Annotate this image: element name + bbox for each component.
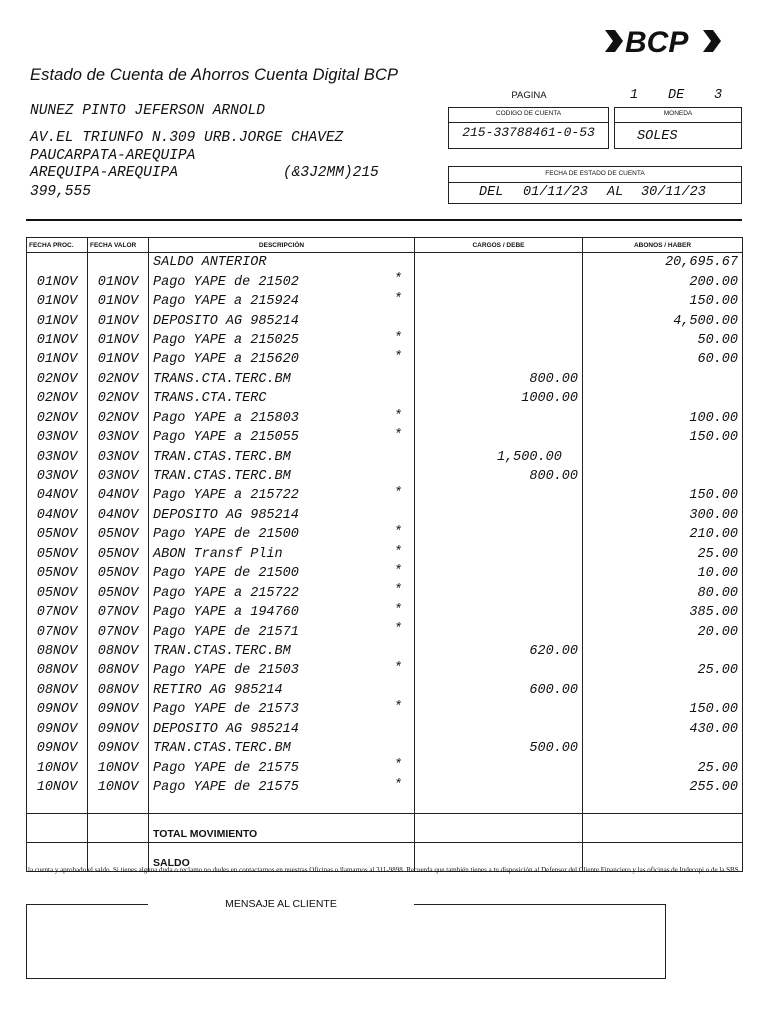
description-text: RETIRO AG 985214 [153, 682, 283, 698]
description-cell [149, 292, 415, 311]
description-cell [149, 486, 415, 505]
cargo-cell: 600.00 [415, 681, 583, 700]
currency-value: SOLES [637, 129, 678, 144]
description-text: Pago YAPE a 215803 [153, 410, 299, 426]
fecha-valor-cell: 04NOV [88, 506, 149, 525]
table-row [27, 272, 743, 291]
abono-cell: 150.00 [583, 700, 743, 719]
cargo-cell [415, 622, 583, 641]
description-text: Pago YAPE de 21500 [153, 527, 299, 543]
fecha-valor-cell: 01NOV [88, 350, 149, 369]
account-code-label: CODIGO DE CUENTA [495, 110, 562, 117]
fecha-valor-cell [88, 253, 149, 273]
table-row [27, 486, 743, 505]
description-text: SALDO ANTERIOR [153, 255, 267, 271]
cargo-cell [415, 331, 583, 350]
table-row [27, 350, 743, 369]
yape-marker: * [393, 777, 402, 793]
description-text: Pago YAPE a 215924 [153, 294, 299, 310]
customer-name: NUNEZ PINTO JEFERSON ARNOLD [30, 103, 265, 119]
fecha-valor-cell: 05NOV [88, 583, 149, 602]
fecha-valor-cell: 01NOV [88, 311, 149, 330]
abono-cell: 150.00 [583, 292, 743, 311]
description-text: TRAN.CTAS.TERC.BM [153, 469, 291, 485]
description-text: Pago YAPE a 215025 [153, 332, 299, 348]
fecha-valor-cell: 03NOV [88, 467, 149, 486]
description-cell [149, 272, 415, 291]
cargo-cell [415, 700, 583, 719]
table-row [27, 700, 743, 719]
message-box [26, 904, 666, 979]
table-row [27, 253, 743, 273]
abono-cell: 4,500.00 [583, 311, 743, 330]
description-cell [149, 583, 415, 602]
description-text: TRAN.CTAS.TERC.BM [153, 741, 291, 757]
description-cell [149, 720, 415, 739]
description-cell [149, 447, 415, 466]
table-row [27, 545, 743, 564]
description-text: Pago YAPE de 21575 [153, 760, 299, 776]
table-row [27, 622, 743, 641]
table-row [27, 447, 743, 466]
description-text: Pago YAPE de 21503 [153, 663, 299, 679]
description-cell [149, 525, 415, 544]
fecha-proc-cell: 09NOV [27, 700, 88, 719]
fecha-valor-cell: 02NOV [88, 389, 149, 408]
abono-cell [583, 389, 743, 408]
abono-cell: 60.00 [583, 350, 743, 369]
abono-cell: 150.00 [583, 428, 743, 447]
abono-cell [583, 681, 743, 700]
currency-box [614, 107, 742, 149]
fecha-proc-cell: 10NOV [27, 758, 88, 777]
fecha-valor-cell: 10NOV [88, 778, 149, 797]
cargo-cell [415, 545, 583, 564]
cargo-cell: 800.00 [415, 370, 583, 389]
col-cargos: CARGOS / DEBE [415, 238, 583, 253]
fecha-valor-cell: 05NOV [88, 564, 149, 583]
abono-cell: 300.00 [583, 506, 743, 525]
abono-cell: 255.00 [583, 778, 743, 797]
fecha-valor-cell: 08NOV [88, 661, 149, 680]
currency-label: MONEDA [663, 110, 693, 117]
table-row [27, 370, 743, 389]
description-cell [149, 642, 415, 661]
table-row [27, 642, 743, 661]
description-text: ABON Transf Plin [153, 546, 283, 562]
total-row [27, 814, 743, 843]
yape-marker: * [393, 427, 402, 443]
cargo-cell [415, 564, 583, 583]
cargo-cell [415, 253, 583, 273]
yape-marker: * [393, 350, 402, 366]
abono-cell: 25.00 [583, 545, 743, 564]
col-fecha-valor: FECHA VALOR [88, 238, 149, 253]
fecha-valor-cell: 02NOV [88, 370, 149, 389]
description-cell [149, 409, 415, 428]
cargo-cell: 500.00 [415, 739, 583, 758]
description-cell [149, 622, 415, 641]
saldo-label: SALDO [149, 843, 415, 872]
description-text: TRANS.CTA.TERC.BM [153, 371, 291, 387]
description-cell [149, 253, 415, 273]
fecha-proc-cell: 01NOV [27, 272, 88, 291]
fecha-proc-cell: 01NOV [27, 331, 88, 350]
page-label: PAGINA [511, 90, 547, 101]
account-code-box [448, 107, 609, 149]
fecha-proc-cell: 04NOV [27, 506, 88, 525]
header-separator [26, 219, 742, 221]
fecha-proc-cell: 07NOV [27, 603, 88, 622]
description-cell [149, 603, 415, 622]
table-row [27, 525, 743, 544]
fecha-valor-cell: 04NOV [88, 486, 149, 505]
fecha-proc-cell: 05NOV [27, 583, 88, 602]
table-row [27, 467, 743, 486]
abono-cell [583, 467, 743, 486]
table-row [27, 428, 743, 447]
yape-marker: * [393, 272, 402, 288]
table-row [27, 389, 743, 408]
abono-cell: 80.00 [583, 583, 743, 602]
fecha-valor-cell: 10NOV [88, 758, 149, 777]
fecha-proc-cell: 08NOV [27, 642, 88, 661]
fecha-proc-cell: 05NOV [27, 564, 88, 583]
description-cell [149, 778, 415, 797]
fecha-proc-cell: 01NOV [27, 311, 88, 330]
page-current: 1 [630, 88, 639, 103]
fecha-proc-cell: 04NOV [27, 486, 88, 505]
fecha-proc-cell: 01NOV [27, 292, 88, 311]
description-text: Pago YAPE a 215722 [153, 488, 299, 504]
description-text: DEPOSITO AG 985214 [153, 313, 299, 329]
fecha-proc-cell: 03NOV [27, 428, 88, 447]
yape-marker: * [393, 661, 402, 677]
customer-address-line1: AV.EL TRIUNFO N.309 URB.JORGE CHAVEZ [30, 130, 344, 146]
abono-cell [583, 447, 743, 466]
fecha-proc-cell: 09NOV [27, 739, 88, 758]
fecha-valor-cell: 02NOV [88, 409, 149, 428]
fecha-proc-cell: 10NOV [27, 778, 88, 797]
table-row [27, 681, 743, 700]
table-row [27, 661, 743, 680]
fecha-proc-cell: 02NOV [27, 409, 88, 428]
cargo-cell [415, 525, 583, 544]
description-cell [149, 370, 415, 389]
table-row [27, 778, 743, 797]
table-row [27, 758, 743, 777]
yape-marker: * [393, 525, 402, 541]
fecha-proc-cell: 07NOV [27, 622, 88, 641]
fecha-valor-cell: 07NOV [88, 622, 149, 641]
cargo-cell [415, 758, 583, 777]
fecha-valor-cell: 08NOV [88, 642, 149, 661]
page-total: 3 [714, 88, 723, 103]
description-text: DEPOSITO AG 985214 [153, 507, 299, 523]
col-abonos: ABONOS / HABER [583, 238, 743, 253]
svg-text:BCP: BCP [625, 26, 689, 59]
cargo-cell [415, 603, 583, 622]
cargo-cell [415, 409, 583, 428]
yape-marker: * [393, 622, 402, 638]
abono-cell: 20,695.67 [583, 253, 743, 273]
cargo-cell: 1000.00 [415, 389, 583, 408]
description-cell [149, 467, 415, 486]
fecha-proc-cell: 02NOV [27, 389, 88, 408]
table-row [27, 739, 743, 758]
yape-marker: * [393, 486, 402, 502]
table-row [27, 292, 743, 311]
fecha-valor-cell: 01NOV [88, 292, 149, 311]
table-pad-row [27, 797, 743, 814]
abono-cell: 385.00 [583, 603, 743, 622]
fecha-proc-cell: 03NOV [27, 447, 88, 466]
movements-body [27, 253, 743, 798]
customer-address-code: (&3J2MM)215 [283, 165, 379, 181]
abono-cell: 200.00 [583, 272, 743, 291]
description-cell [149, 331, 415, 350]
description-text: Pago YAPE a 215055 [153, 430, 299, 446]
cargo-cell [415, 272, 583, 291]
cargo-cell [415, 311, 583, 330]
description-cell [149, 739, 415, 758]
yape-marker: * [393, 700, 402, 716]
description-cell [149, 545, 415, 564]
abono-cell: 50.00 [583, 331, 743, 350]
statement-date-box [448, 166, 742, 204]
description-text: TRAN.CTAS.TERC.BM [153, 449, 291, 465]
abono-cell: 100.00 [583, 409, 743, 428]
description-cell [149, 389, 415, 408]
yape-marker: * [393, 408, 402, 424]
abono-cell [583, 739, 743, 758]
fecha-proc-cell [27, 253, 88, 273]
table-row [27, 603, 743, 622]
description-text: Pago YAPE de 21571 [153, 624, 299, 640]
yape-marker: * [393, 564, 402, 579]
yape-marker: * [393, 583, 402, 599]
table-row [27, 331, 743, 350]
customer-address-line3: AREQUIPA-AREQUIPA [30, 165, 178, 181]
page-of-label: DE [668, 88, 685, 103]
statement-date-label: FECHA DE ESTADO DE CUENTA [545, 170, 645, 177]
fecha-proc-cell: 05NOV [27, 545, 88, 564]
yape-marker: * [393, 330, 402, 346]
statement-title: Estado de Cuenta de Ahorros Cuenta Digital BCP [30, 66, 399, 84]
yape-marker: * [393, 544, 402, 560]
fecha-valor-cell: 07NOV [88, 603, 149, 622]
table-row [27, 720, 743, 739]
cargo-cell: 620.00 [415, 642, 583, 661]
abono-cell: 20.00 [583, 622, 743, 641]
cargo-cell [415, 292, 583, 311]
cargo-cell: 1,500.00 [415, 447, 583, 466]
fecha-valor-cell: 03NOV [88, 428, 149, 447]
description-cell [149, 350, 415, 369]
cargo-cell [415, 506, 583, 525]
yape-marker: * [393, 602, 402, 618]
fecha-proc-cell: 09NOV [27, 720, 88, 739]
abono-cell [583, 370, 743, 389]
message-label: MENSAJE AL CLIENTE [148, 898, 414, 910]
yape-marker: * [393, 758, 402, 774]
description-cell [149, 506, 415, 525]
abono-cell: 25.00 [583, 661, 743, 680]
fecha-proc-cell: 01NOV [27, 350, 88, 369]
fecha-valor-cell: 09NOV [88, 700, 149, 719]
col-fecha-proc: FECHA PROC. [27, 238, 88, 253]
yape-marker: * [393, 291, 402, 307]
fecha-proc-cell: 03NOV [27, 467, 88, 486]
abono-cell [583, 642, 743, 661]
date-to: 30/11/23 [641, 185, 706, 200]
fecha-valor-cell: 09NOV [88, 720, 149, 739]
abono-cell: 430.00 [583, 720, 743, 739]
bcp-logo [603, 22, 723, 60]
description-text: Pago YAPE de 21575 [153, 780, 299, 796]
description-cell [149, 311, 415, 330]
fecha-valor-cell: 01NOV [88, 272, 149, 291]
description-text: Pago YAPE de 21500 [153, 566, 299, 582]
fecha-valor-cell: 01NOV [88, 331, 149, 350]
cargo-cell [415, 583, 583, 602]
customer-address-line4: 399,555 [30, 184, 91, 200]
table-row [27, 506, 743, 525]
cargo-cell [415, 350, 583, 369]
table-row [27, 409, 743, 428]
description-cell [149, 564, 415, 583]
description-cell [149, 758, 415, 777]
account-code: 215-33788461-0-53 [462, 125, 595, 140]
description-cell [149, 700, 415, 719]
fecha-proc-cell: 02NOV [27, 370, 88, 389]
cargo-cell [415, 661, 583, 680]
fecha-valor-cell: 03NOV [88, 447, 149, 466]
fecha-valor-cell: 08NOV [88, 681, 149, 700]
table-row [27, 583, 743, 602]
customer-address-line2: PAUCARPATA-AREQUIPA [30, 148, 196, 164]
fecha-proc-cell: 08NOV [27, 661, 88, 680]
movements-table [26, 237, 743, 872]
description-text: Pago YAPE a 215722 [153, 585, 299, 601]
cargo-cell [415, 428, 583, 447]
description-text: TRANS.CTA.TERC [153, 391, 267, 407]
date-from-label: DEL [479, 185, 504, 200]
description-text: DEPOSITO AG 985214 [153, 721, 299, 737]
description-cell [149, 428, 415, 447]
date-to-label: AL [607, 185, 624, 200]
fecha-proc-cell: 05NOV [27, 525, 88, 544]
fecha-valor-cell: 05NOV [88, 525, 149, 544]
abono-cell: 10.00 [583, 564, 743, 583]
total-movimiento-label: TOTAL MOVIMIENTO [149, 814, 415, 843]
fecha-proc-cell: 08NOV [27, 681, 88, 700]
description-text: Pago YAPE de 21573 [153, 702, 299, 718]
disclaimer-text: la cuenta y aprobado el saldo. Si tienes alguna duda o reclamo no dudes en contactarnos en nuestras Oficinas o llamarnos al 311-9898. Recuerda que también tienes a tu disposición al Defensor del Cliente Financiero y las oficinas de Indecopi o de la SBS [28, 866, 739, 874]
description-text: Pago YAPE de 21502 [153, 274, 299, 290]
cargo-cell [415, 720, 583, 739]
fecha-valor-cell: 05NOV [88, 545, 149, 564]
description-cell [149, 661, 415, 680]
abono-cell: 150.00 [583, 486, 743, 505]
date-from: 01/11/23 [523, 185, 588, 200]
col-descripcion: DESCRIPCIÓN [149, 238, 415, 253]
abono-cell: 210.00 [583, 525, 743, 544]
cargo-cell: 800.00 [415, 467, 583, 486]
table-row [27, 311, 743, 330]
table-row [27, 564, 743, 583]
cargo-cell [415, 778, 583, 797]
description-cell [149, 681, 415, 700]
cargo-cell [415, 486, 583, 505]
abono-cell: 25.00 [583, 758, 743, 777]
description-text: Pago YAPE a 194760 [153, 605, 299, 621]
fecha-valor-cell: 09NOV [88, 739, 149, 758]
description-text: Pago YAPE a 215620 [153, 352, 299, 368]
description-text: TRAN.CTAS.TERC.BM [153, 643, 291, 659]
